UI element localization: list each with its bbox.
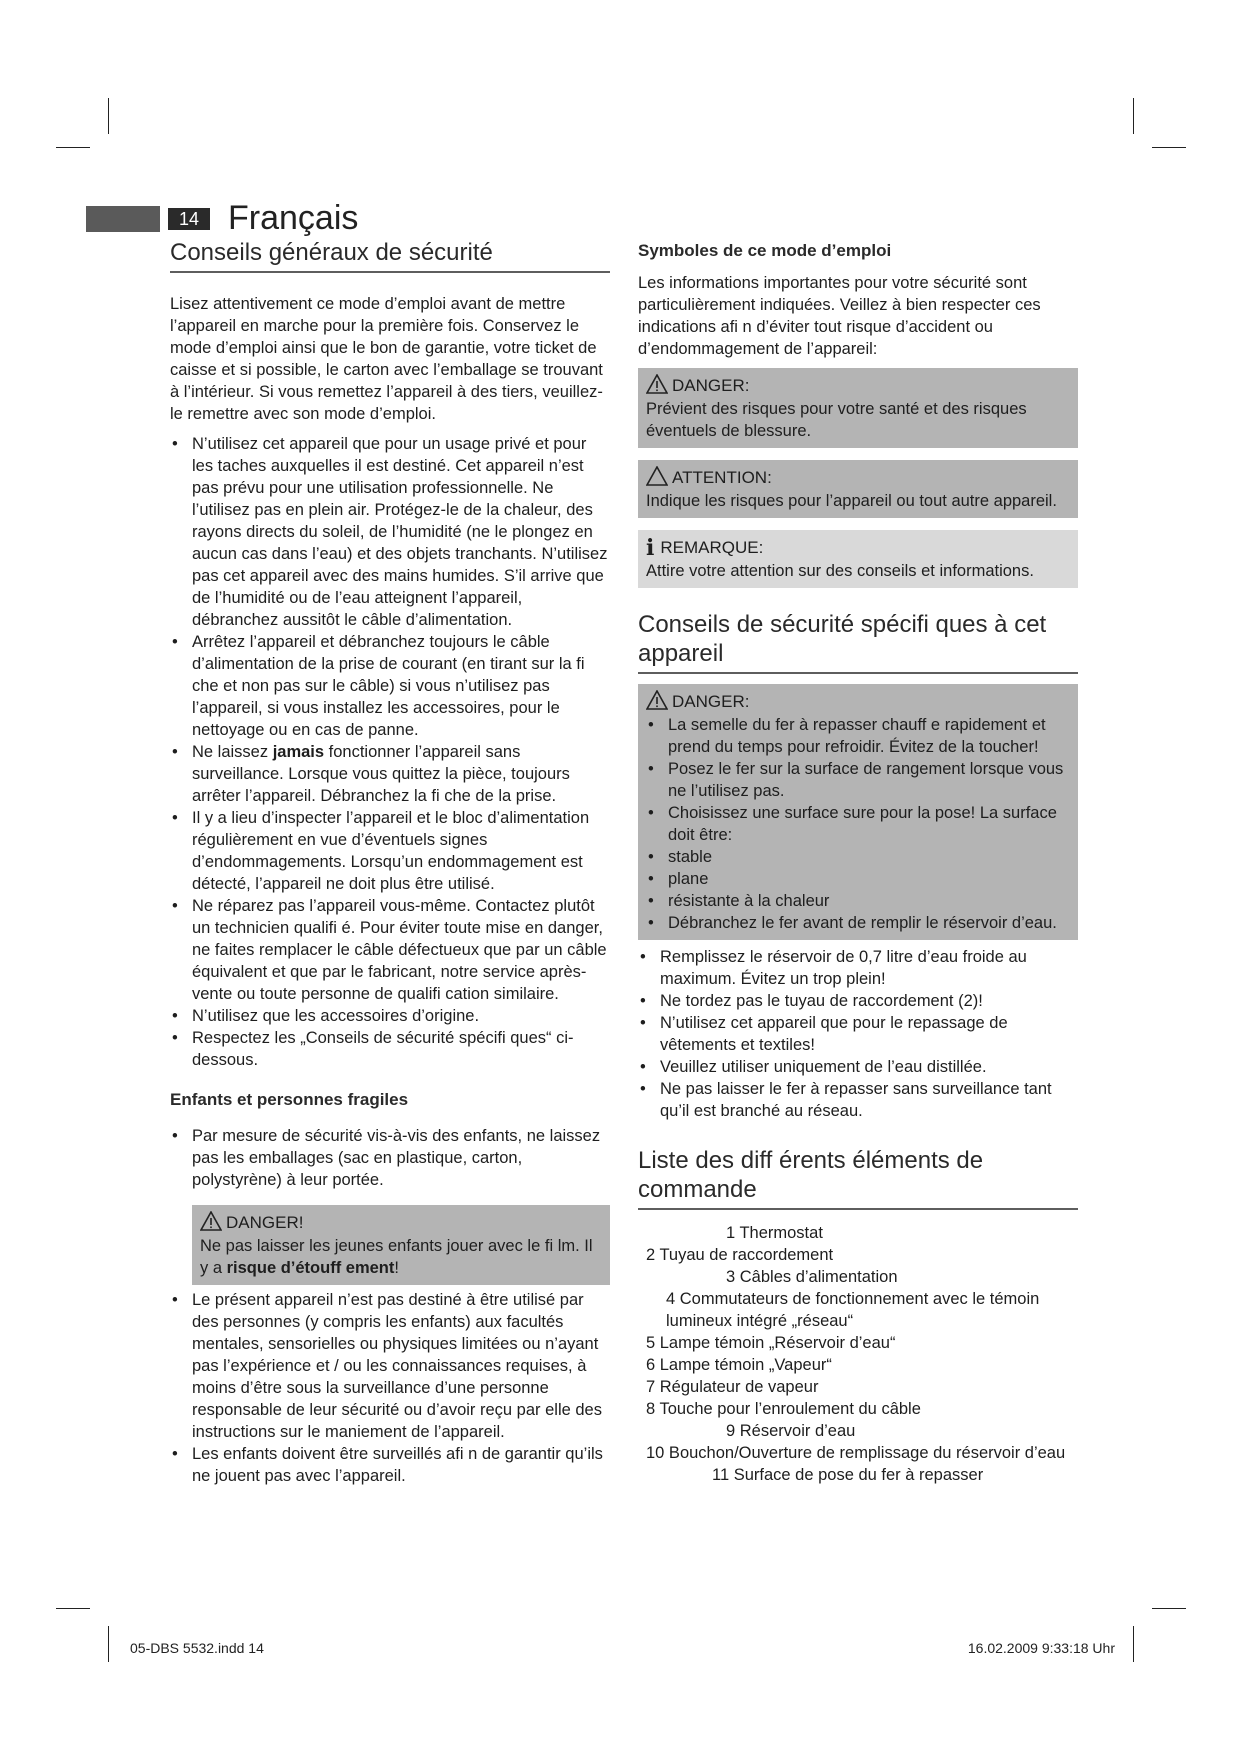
- list-item: • Choisissez une surface sure pour la pose! La surface doit être:: [646, 802, 1070, 846]
- list-item: • Le présent appareil n’est pas destiné à être utilisé par des personnes (y compris les enfants) aux facultés mentales, sensorielles ou physiques limitées ou n’ayant pas l’expérience et / ou les connaissances requises, à moins d’être sous la surveillance d’une personne responsable de leur sécurité ou d’avoir reçu par elle des instructions sur le maniement de l’appareil.: [170, 1289, 610, 1443]
- list-item: • Arrêtez l’appareil et débranchez toujours le câble d’alimentation de la prise de courant (en tirant sur la fi che et non pas sur le câble) si vous n’utilisez pas l’appareil, si vous installez les accessoires, pour le nettoyage ou en cas de panne.: [170, 631, 610, 741]
- danger-title: DANGER:: [672, 692, 750, 711]
- section-title-controls: Liste des diff érents éléments de commande: [638, 1146, 1078, 1210]
- danger-title: DANGER:: [672, 376, 750, 395]
- crop-mark: [1133, 1626, 1134, 1662]
- danger-text: Prévient des risques pour votre santé et des risques éventuels de blessure.: [646, 400, 1027, 440]
- list-item: • stable: [646, 846, 1070, 868]
- specific-safety-list: [638, 946, 1078, 1122]
- list-item: • Veuillez utiliser uniquement de l’eau distillée.: [638, 1056, 1078, 1078]
- list-item: • Ne tordez pas le tuyau de raccordement (2)!: [638, 990, 1078, 1012]
- list-item: 8 Touche pour l’enroulement du câble: [646, 1400, 921, 1418]
- list-item: 11 Surface de pose du fer à repasser: [712, 1466, 984, 1484]
- warning-icon: [646, 690, 668, 710]
- list-item: • Par mesure de sécurité vis-à-vis des enfants, ne laissez pas les emballages (sac en plastique, carton, polystyrène) à leur portée.: [170, 1125, 610, 1191]
- crop-mark: [1133, 98, 1134, 134]
- symbols-heading: Symboles de ce mode d’emploi: [638, 241, 892, 260]
- list-item: • plane: [646, 868, 1070, 890]
- crop-mark: [108, 98, 109, 134]
- note-title: REMARQUE:: [660, 538, 764, 557]
- danger-box: [192, 1205, 610, 1285]
- warning-icon: [646, 374, 668, 394]
- note-text: Attire votre attention sur des conseils et informations.: [646, 562, 1034, 580]
- list-item: • La semelle du fer à repasser chauff e rapidement et prend du temps pour refroidir. Évitez de la toucher!: [646, 714, 1070, 758]
- crop-mark: [56, 147, 90, 148]
- attention-text: Indique les risques pour l’appareil ou tout autre appareil.: [646, 492, 1057, 510]
- note-box: [638, 530, 1078, 588]
- list-item: • N’utilisez cet appareil que pour un usage privé et pour les taches auxquelles il est destiné. Cet appareil n’est pas prévu pour une utilisation professionnelle. Ne l’utilisez pas en plein air. Protégez-le de la chaleur, des rayons directs du soleil, de l’humidité (ne le plongez en aucun cas dans l’eau) et des objets tranchants. N’utilisez pas cet appareil avec des mains humides. S’il arrive que de l’humidité ou de l’eau atteignent l’appareil, débranchez aussitôt le câble d’alimentation.: [170, 433, 610, 631]
- crop-mark: [108, 1626, 109, 1662]
- list-item: • Ne laissez jamais fonctionner l’appareil sans surveillance. Lorsque vous quittez la pièce, toujours arrêter l’appareil. Débranchez la fi che de la prise.: [170, 741, 610, 807]
- list-item: 5 Lampe témoin „Réservoir d’eau“: [646, 1334, 896, 1352]
- list-item: • N’utilisez cet appareil que pour le repassage de vêtements et textiles!: [638, 1012, 1078, 1056]
- children-heading: Enfants et personnes fragiles: [170, 1090, 409, 1109]
- intro-paragraph: Lisez attentivement ce mode d’emploi avant de mettre l’appareil en marche pour la première fois. Conservez le mode d’emploi ainsi que le bon de garantie, votre ticket de caisse et si possible, le carton avec l’emballage se trouvant à l’intérieur. Si vous remettez l’appareil à des tiers, veuillez-le remettre avec son mode d’emploi.: [170, 295, 603, 423]
- safety-list: [170, 433, 610, 1071]
- list-item: • N’utilisez que les accessoires d’origine.: [170, 1005, 610, 1027]
- specific-danger-box: [638, 684, 1078, 940]
- list-item: 6 Lampe témoin „Vapeur“: [646, 1356, 832, 1374]
- danger-text: Ne pas laisser les jeunes enfants jouer avec le fi lm. Il y a risque d’étouff ement!: [200, 1237, 593, 1277]
- crop-mark: [1152, 147, 1186, 148]
- caution-icon: [646, 466, 668, 486]
- list-item: 10 Bouchon/Ouverture de remplissage du réservoir d’eau: [646, 1444, 1066, 1462]
- list-item: • Il y a lieu d’inspecter l’appareil et le bloc d’alimentation régulièrement en vue d’éventuels signes d’endommagements. Lorsqu’un endommagement est détecté, l’appareil ne doit plus être utilisé.: [170, 807, 610, 895]
- section-title-general-safety: Conseils généraux de sécurité: [170, 238, 610, 273]
- list-item: • Ne pas laisser le fer à repasser sans surveillance tant qu’il est branché au réseau.: [638, 1078, 1078, 1122]
- warning-icon: [200, 1211, 222, 1231]
- attention-title: ATTENTION:: [672, 468, 772, 487]
- danger-title: DANGER!: [226, 1213, 304, 1232]
- list-item: • Ne réparez pas l’appareil vous-même. Contactez plutôt un technicien qualifi é. Pour éviter toute mise en danger, ne faites remplacer le câble défectueux que par un câble équivalent et que par le fabricant, notre service après-vente ou toute personne de qualifi cation similaire.: [170, 895, 610, 1005]
- list-item: 7 Régulateur de vapeur: [646, 1378, 819, 1396]
- list-item: • Respectez les „Conseils de sécurité spécifi ques“ ci-dessous.: [170, 1027, 610, 1071]
- surface-requirements: [646, 846, 1070, 912]
- footer-file: 05-DBS 5532.indd 14: [130, 1640, 264, 1656]
- left-column: [170, 238, 610, 1487]
- list-item: • Débranchez le fer avant de remplir le réservoir d’eau.: [646, 912, 1070, 934]
- crop-mark: [1152, 1608, 1186, 1609]
- danger-box: [638, 368, 1078, 448]
- list-item: • Posez le fer sur la surface de rangement lorsque vous ne l’utilisez pas.: [646, 758, 1070, 802]
- symbols-intro: Les informations importantes pour votre sécurité sont particulièrement indiquées. Veillez à bien respecter ces indications afi n d’éviter tout risque d’accident ou d’endommagement de l’appareil:: [638, 274, 1041, 358]
- controls-list: [638, 1222, 1078, 1486]
- attention-box: [638, 460, 1078, 518]
- crop-mark: [56, 1608, 90, 1609]
- footer-timestamp: 16.02.2009 9:33:18 Uhr: [967, 1640, 1115, 1656]
- list-item: 3 Câbles d’alimentation: [726, 1268, 898, 1286]
- right-column: [638, 240, 1078, 1486]
- list-item: 9 Réservoir d’eau: [726, 1422, 856, 1440]
- list-item: • Les enfants doivent être surveillés afi n de garantir qu’ils ne jouent pas avec l’appareil.: [170, 1443, 610, 1487]
- page-number: 14: [168, 208, 210, 230]
- list-item: 4 Commutateurs de fonctionnement avec le témoin lumineux intégré „réseau“: [666, 1290, 1040, 1330]
- list-item: 2 Tuyau de raccordement: [646, 1246, 834, 1264]
- header-bar: [86, 206, 160, 232]
- page-title: Français: [228, 199, 359, 237]
- section-title-specific-safety: Conseils de sécurité spécifi ques à cet appareil: [638, 610, 1078, 674]
- info-icon: i: [646, 535, 655, 561]
- list-item: 1 Thermostat: [726, 1224, 823, 1242]
- list-item: • résistante à la chaleur: [646, 890, 1070, 912]
- list-item: • Remplissez le réservoir de 0,7 litre d’eau froide au maximum. Évitez un trop plein!: [638, 946, 1078, 990]
